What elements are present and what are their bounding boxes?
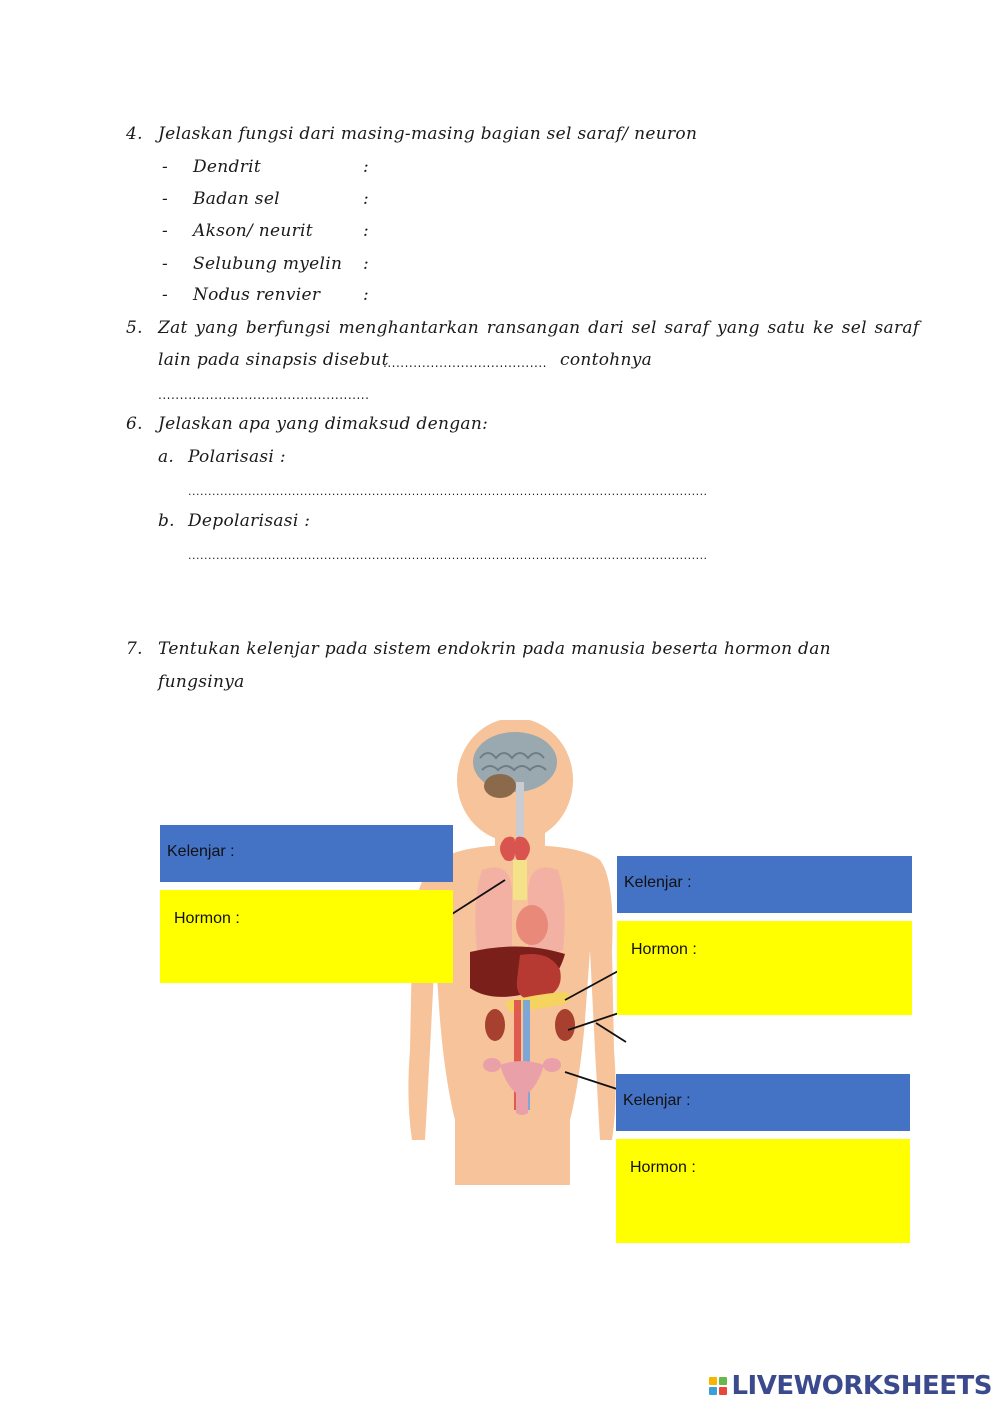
question-text-continued: lain pada sinapsis disebut [158,350,389,370]
list-dash: - [162,157,169,177]
left-hormon-box[interactable] [160,890,453,983]
list-item-colon: : [363,189,370,209]
list-item-label: Dendrit [193,157,262,177]
list-item-colon: : [363,221,370,241]
question-text: Jelaskan fungsi dari masing-masing bagian sel saraf/ neuron [158,124,698,144]
list-item-label: Selubung myelin [193,254,343,274]
question-number: 7. [126,639,143,659]
liveworksheets-logo [709,1371,992,1401]
logo-text: LIVEWORKSHEETS [731,1371,992,1401]
list-item-label: Akson/ neurit [193,221,313,241]
question-text-continued: contohnya [560,350,653,370]
question-number: 4. [126,124,143,144]
answer-blank[interactable]: .................................................................................................................................. [188,549,708,562]
list-dash: - [162,221,169,241]
logo-icon [709,1377,727,1395]
right2-hormon-box[interactable] [616,1139,910,1243]
sub-question-text: Depolarisasi : [188,511,311,531]
kidney-right [555,1009,575,1041]
question-number: 6. [126,414,143,434]
question-number: 5. [126,318,143,338]
list-item-label: Badan sel [193,189,280,209]
question-text: Jelaskan apa yang dimaksud dengan: [158,414,489,434]
list-dash: - [162,285,169,305]
list-dash: - [162,254,169,274]
list-item-colon: : [363,254,370,274]
hormon-label: Hormon : [631,941,697,958]
ovary-left [483,1058,501,1072]
list-item-colon: : [363,285,370,305]
hormon-label: Hormon : [630,1159,696,1176]
sub-question-label: a. [158,447,175,467]
answer-blank[interactable]: ...................................... [383,356,547,370]
ovary-right [543,1058,561,1072]
kelenjar-label: Kelenjar : [167,843,235,860]
left-kelenjar-box[interactable] [160,825,453,882]
question-text: Tentukan kelenjar pada sistem endokrin pada manusia beserta hormon dan [158,639,831,659]
answer-blank[interactable]: .................................................................................................................................. [188,485,708,498]
kelenjar-label: Kelenjar : [624,874,692,891]
question-text: Zat yang berfungsi menghantarkan ransangan dari sel saraf yang satu ke sel saraf [158,318,920,338]
answer-blank[interactable]: ................................................. [158,388,370,402]
right1-hormon-box[interactable] [617,921,912,1015]
sub-question-text: Polarisasi : [188,447,286,467]
kelenjar-label: Kelenjar : [623,1092,691,1109]
hormon-label: Hormon : [174,910,240,927]
question-text-continued: fungsinya [158,672,245,692]
list-item-label: Nodus renvier [193,285,321,305]
right1-kelenjar-box[interactable] [617,856,912,913]
list-dash: - [162,189,169,209]
list-item-colon: : [363,157,370,177]
sub-question-label: b. [158,511,175,531]
kidney-left [485,1009,505,1041]
right2-kelenjar-box[interactable] [616,1074,910,1131]
